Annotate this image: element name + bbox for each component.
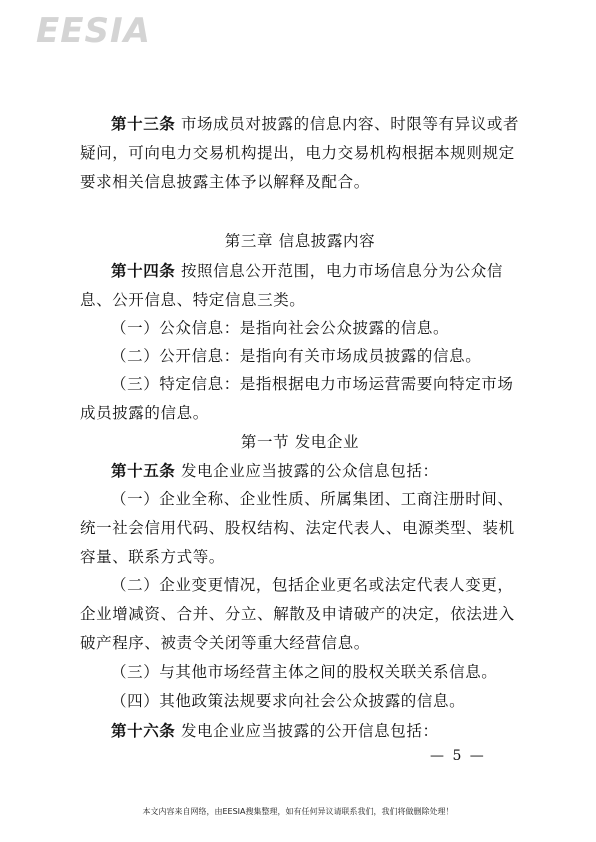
article-13-label: 第十三条 [111,114,176,133]
article-15-text: 发电企业应当披露的公众信息包括： [180,462,439,480]
article-13 [80,109,520,197]
article-16-text: 发电企业应当披露的公开信息包括： [180,722,439,740]
page-number: — 5 — [430,748,486,764]
article-15 [80,456,520,486]
chapter-3-heading: 第三章 信息披露内容 [224,232,376,250]
article-13-text: 市场成员对披露的信息内容、时限等有异议或者疑问，可向电力交易机构提出，电力交易机构根据本规则规定要求相关信息披露主体予以解释及配合。 [80,115,520,191]
article-14 [80,256,520,315]
article-14-label: 第十四条 [111,261,176,280]
article-15-label: 第十五条 [111,461,176,480]
article-14-item-3: （三）特定信息：是指根据电力市场运营需要向特定市场成员披露的信息。 [80,375,514,422]
article-16 [80,716,520,746]
article-14-item-1: （一）公众信息：是指向社会公众披露的信息。 [111,319,450,337]
section-1-heading: 第一节 发电企业 [240,433,360,451]
article-15-item-3: （三）与其他市场经营主体之间的股权关联关系信息。 [111,663,498,681]
article-14-item-2: （二）公开信息：是指向有关市场成员披露的信息。 [111,347,482,365]
eesia-logo: EESIA [36,11,151,51]
article-15-item-2: （二）企业变更情况，包括企业更名或法定代表人变更，企业增减资、合并、分立、解散及申请破产的决定，依法进入破产程序、被责令关闭等重大经营信息。 [80,576,515,652]
article-15-item-4: （四）其他政策法规要求向社会公众披露的信息。 [111,692,466,710]
article-15-item-1: （一）企业全称、企业性质、所属集团、工商注册时间、统一社会信用代码、股权结构、法定代表人、电源类型、装机容量、联系方式等。 [80,490,515,566]
article-14-text: 按照信息公开范围，电力市场信息分为公众信息、公开信息、特定信息三类。 [80,262,503,309]
article-16-label: 第十六条 [111,721,176,740]
footer-disclaimer: 本文内容来自网络，由EESIA搜集整理，如有任何异议请联系我们，我们将做删除处理！ [142,807,454,816]
